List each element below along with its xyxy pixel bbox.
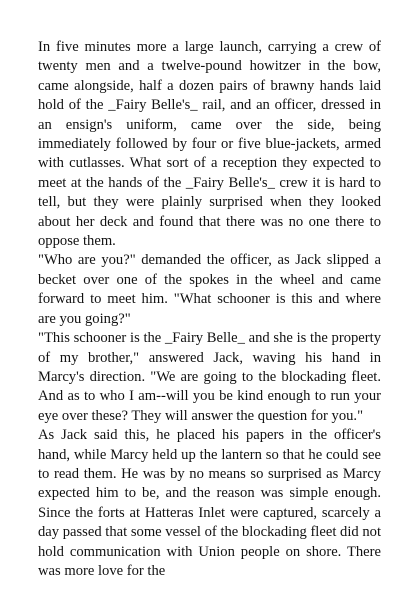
paragraph-jack-answer: "This schooner is the _Fairy Belle_ and she is the property of my brother," answered Jack, waving his hand in Marcy's direction. "We are going to the blockading fleet. And as to who I am--will you be kind enough to run your eye over these? They will answer the question for you." <box>38 330 381 424</box>
paragraph-papers-handed: As Jack said this, he placed his papers in the officer's hand, while Marcy held up the lantern so that he could see to read them. He was by no means so surprised as Marcy expected him to be, and the reason was simple enough. Since the forts at Hatteras Inlet were captured, scarcely a day passed that some vessel of the blockading fleet did not hold communication with Union people on shore. There was more love for the <box>38 427 381 579</box>
paragraph-launch-arrives: In five minutes more a large launch, carrying a crew of twenty men and a twelve-pound howitzer in the bow, came alongside, half a dozen pairs of brawny hands laid hold of the _Fairy Belle's_ rail, and an officer, dressed in an ensign's uniform, came over the side, being immediately followed by four or five blue-jackets, armed with cutlasses. What sort of a reception they expected to meet at the hands of the _Fairy Belle's_ crew it is hard to tell, but they were plainly surprised when they looked about her deck and found that there was no one there to oppose them. <box>38 39 381 250</box>
paragraph-officer-question: "Who are you?" demanded the officer, as Jack slipped a becket over one of the spokes in the wheel and came forward to meet him. "What schooner is this and where are you going?" <box>38 252 381 327</box>
document-page <box>38 38 381 583</box>
